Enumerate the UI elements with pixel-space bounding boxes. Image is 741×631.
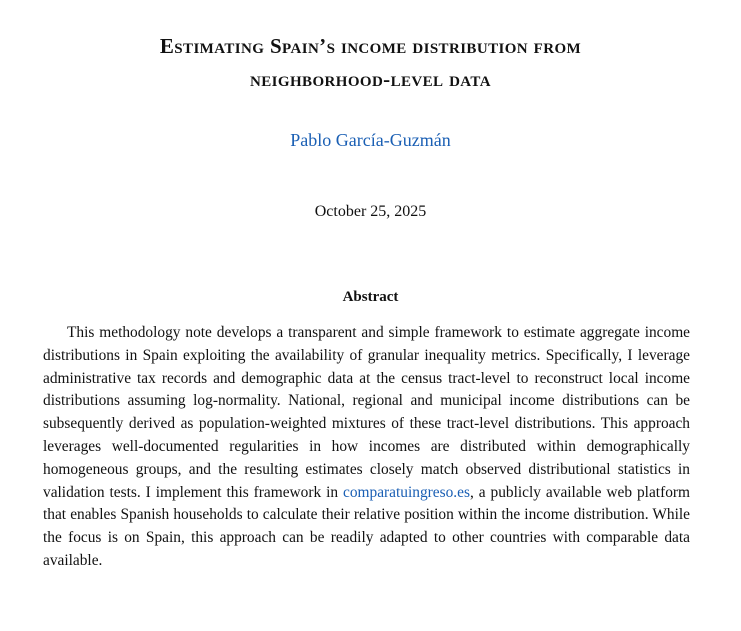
paper-title-line-1: Estimating Spain’s income distribution from [159, 34, 582, 58]
website-link[interactable]: comparatuingreso.es [343, 483, 470, 501]
paper-title-line-2: neighborhood-level data [250, 67, 491, 91]
abstract-text [43, 322, 690, 573]
abstract-heading: Abstract [342, 289, 399, 305]
paper-title [0, 30, 741, 96]
author-link[interactable]: Pablo García-Guzmán [290, 130, 451, 150]
publication-date: October 25, 2025 [314, 203, 427, 220]
abstract-text-part-1: This methodology note develops a transparent and simple framework to estimate aggregate income distributions in Spain exploiting the availability of granular inequality metrics. Specifically, I leverage administrative tax records and demographic data at the census tract-level to reconstruct local income distributions assuming log-normality. National, regional and municipal income distributions can be subsequently derived as population-weighted mixtures of these tract-level distributions. This approach leverages well-documented regularities in how incomes are distributed within demographically homogeneous groups, and the resulting estimates closely match observed distributional statistics in validation tests. I implement this framework in [43, 324, 690, 501]
abstract-text-part-2: , a publicly available web platform that enables Spanish households to calculate their relative position within the income distribution. While the focus is on Spain, this approach can be readily adapted to other countries with comparable data available. [43, 483, 690, 569]
